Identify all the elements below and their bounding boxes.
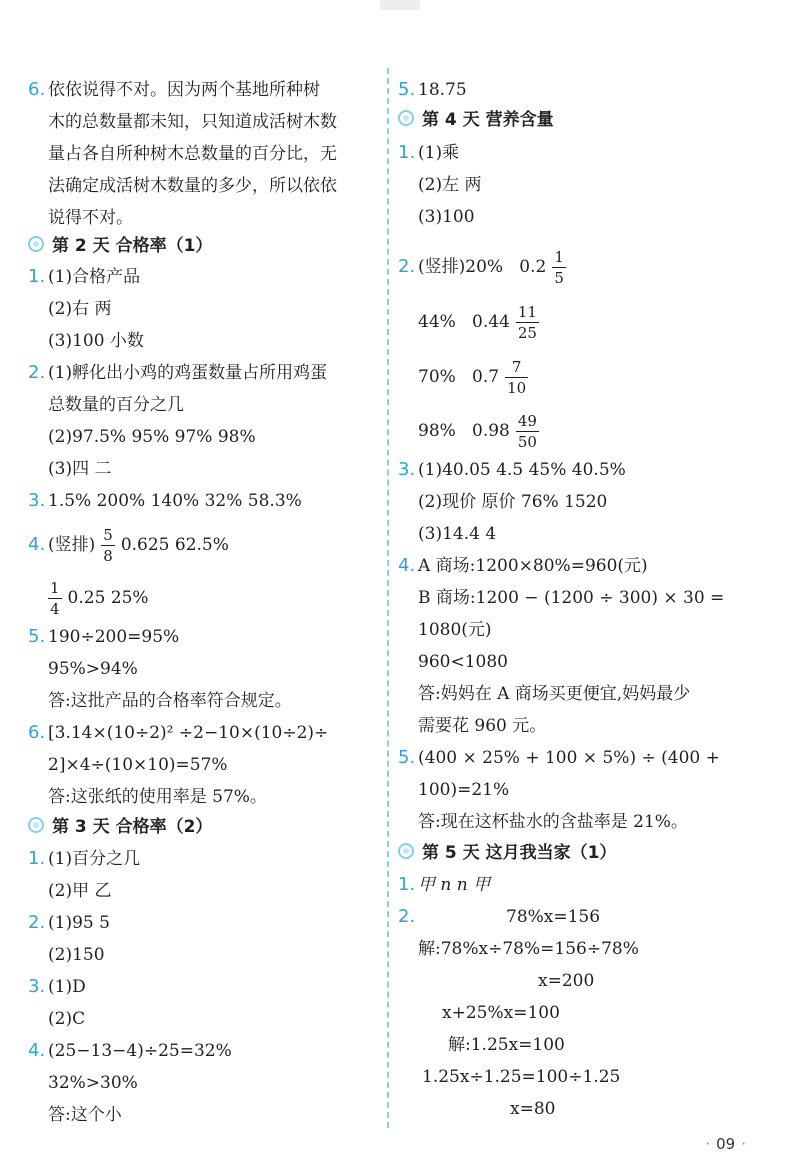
answer-line: 6. 依依说得不对。因为两个基地所种树 xyxy=(28,79,320,100)
answer-line: (2)左 两 xyxy=(418,175,482,195)
page-number: · 09 · xyxy=(705,1135,746,1153)
answer-line: 答:现在这杯盐水的含盐率是 21%。 xyxy=(418,812,688,832)
section-heading-day3: 第 3 天 合格率（2） xyxy=(28,815,212,839)
column-divider xyxy=(387,68,389,1128)
answer-line: 3. 1.5% 200% 140% 32% 58.3% xyxy=(28,490,302,511)
equation-line: 78%x=156 xyxy=(506,907,601,927)
answer-line: 2. (1)95 5 xyxy=(28,912,110,933)
answer-line: 5. 190÷200=95% xyxy=(28,626,180,647)
top-edge-mark xyxy=(380,0,420,10)
answer-line: 总数量的百分之几 xyxy=(48,395,184,415)
answer-line: 需要花 960 元。 xyxy=(418,716,547,736)
section-heading-day5: 第 5 天 这月我当家（1） xyxy=(398,841,616,865)
answer-line: 2]×4÷(10×10)=57% xyxy=(48,755,228,775)
equation-line: x+25%x=100 xyxy=(442,1003,560,1023)
answer-line: 答:这个小 xyxy=(48,1105,122,1125)
faded-text-region xyxy=(138,1094,358,1120)
answer-line: B 商场:1200 − (1200 ÷ 300) × 30 = xyxy=(418,588,725,608)
answer-line: (2)现价 原价 76% 1520 xyxy=(418,492,608,512)
answer-line: 3. (1)40.05 4.5 45% 40.5% xyxy=(398,459,626,480)
equation-line: 解:78%x÷78%=156÷78% xyxy=(418,939,639,959)
equation-line: 解:1.25x=100 xyxy=(448,1035,565,1055)
equation-line: 1.25x÷1.25=100÷1.25 xyxy=(422,1067,621,1087)
fraction: $\frac{7}{10}$ xyxy=(507,358,527,397)
answer-line: 说得不对。 xyxy=(48,208,133,228)
answer-line: 100)=21% xyxy=(418,780,510,800)
section-heading-day2: 第 2 天 合格率（1） xyxy=(28,234,212,258)
answer-line: 44% 0.44 $\frac{11}{25}$ xyxy=(418,303,537,342)
answer-line: (3)100 xyxy=(418,207,475,227)
answer-line: (3)四 二 xyxy=(48,459,112,479)
answer-line: (3)100 小数 xyxy=(48,331,144,351)
circle-bullet-icon xyxy=(28,236,44,252)
fraction: $\frac{5}{8}$ xyxy=(103,526,113,565)
answer-line: 1. (1)百分之几 xyxy=(28,848,141,869)
answer-line: 32%>30% xyxy=(48,1073,138,1093)
fraction: $\frac{1}{4}$ xyxy=(50,579,60,618)
answer-line: 4. (25−13−4)÷25=32% xyxy=(28,1040,232,1061)
answer-line: (2)97.5% 95% 97% 98% xyxy=(48,427,256,447)
answer-line: 3. (1)D xyxy=(28,976,86,997)
answer-line: (2)150 xyxy=(48,945,105,965)
answer-line: 木的总数量都未知，只知道成活树木数 xyxy=(48,112,337,132)
answer-line: 1. 甲 n n 甲 xyxy=(398,874,491,895)
answer-line: 4. A 商场:1200×80%=960(元) xyxy=(398,555,648,576)
circle-bullet-icon xyxy=(398,843,414,859)
answer-line: 量占各自所种树木总数量的百分比，无 xyxy=(48,144,337,164)
question-number: 6. xyxy=(28,79,46,100)
answer-line: 答:这批产品的合格率符合规定。 xyxy=(48,691,292,711)
answer-line: 答:妈妈在 A 商场买更便宜,妈妈最少 xyxy=(418,684,691,704)
circle-bullet-icon xyxy=(28,817,44,833)
answer-line: 6. [3.14×(10÷2)² ÷2−10×(10÷2)÷ xyxy=(28,722,329,743)
equation-line: x=200 xyxy=(538,971,595,991)
answer-line: (2)C xyxy=(48,1009,86,1029)
answer-line: 2. xyxy=(398,906,416,927)
answer-line: 答:这张纸的使用率是 57%。 xyxy=(48,787,267,807)
answer-line: (3)14.4 4 xyxy=(418,524,497,544)
answer-line: $\frac{1}{4}$ 0.25 25% xyxy=(50,579,149,618)
section-heading-day4: 第 4 天 营养含量 xyxy=(398,108,554,132)
answer-line: 2. (竖排)20% 0.2 $\frac{1}{5}$ xyxy=(398,248,564,287)
answer-line: 2. (1)孵化出小鸡的鸡蛋数量占所用鸡蛋 xyxy=(28,362,328,383)
answer-line: (2)甲 乙 xyxy=(48,881,112,901)
answer-line: 法确定成活树木数量的多少，所以依依 xyxy=(48,176,337,196)
answer-line: 5. 18.75 xyxy=(398,79,467,100)
answer-line: 4. (竖排) $\frac{5}{8}$ 0.625 62.5% xyxy=(28,526,229,565)
circle-bullet-icon xyxy=(398,110,414,126)
answer-line: 1. (1)乘 xyxy=(398,142,460,163)
equation-line: x=80 xyxy=(510,1099,556,1119)
answer-line: 1080(元) xyxy=(418,620,492,640)
answer-line: 5. (400 × 25% + 100 × 5%) ÷ (400 + xyxy=(398,747,720,768)
answer-line: 960<1080 xyxy=(418,652,508,672)
fraction: $\frac{1}{5}$ xyxy=(554,248,564,287)
fraction: $\frac{11}{25}$ xyxy=(517,303,537,342)
answer-line: (2)右 两 xyxy=(48,299,112,319)
fraction: $\frac{49}{50}$ xyxy=(517,412,537,451)
answer-line: 95%>94% xyxy=(48,659,138,679)
answer-line: 1. (1)合格产品 xyxy=(28,266,141,287)
answer-line: 98% 0.98 $\frac{49}{50}$ xyxy=(418,412,537,451)
answer-line: 70% 0.7 $\frac{7}{10}$ xyxy=(418,358,527,397)
